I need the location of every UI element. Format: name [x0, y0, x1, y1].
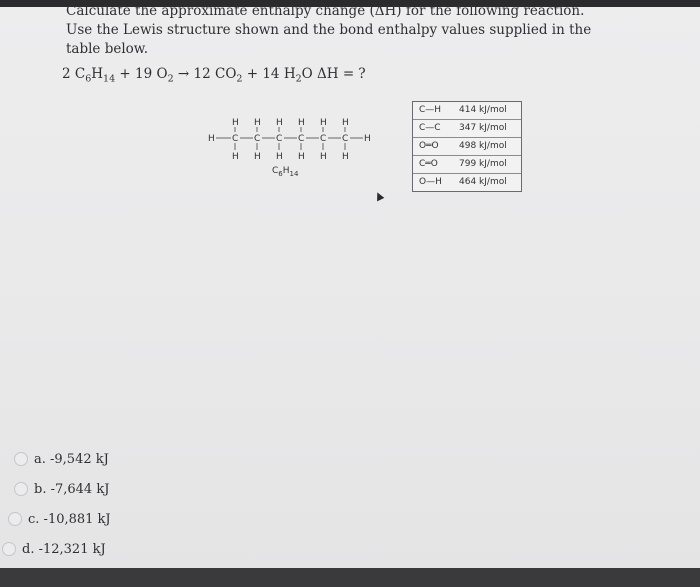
answer-option-a[interactable]	[14, 450, 109, 468]
eq-sub: 2	[295, 73, 302, 85]
reaction-equation	[62, 66, 366, 85]
svg-text:H: H	[208, 134, 215, 144]
svg-text:H: H	[254, 118, 261, 128]
svg-text:C: C	[232, 134, 239, 144]
bond-row	[413, 156, 521, 174]
bond-enthalpy-table	[412, 101, 522, 192]
svg-text:H: H	[298, 118, 305, 128]
eq-part: H	[91, 66, 104, 82]
radio-button[interactable]	[14, 482, 28, 496]
svg-text:H: H	[232, 152, 239, 162]
svg-text:H: H	[320, 118, 327, 128]
eq-part: 2 C	[62, 66, 86, 82]
mouse-cursor-icon	[374, 191, 385, 202]
bond-row	[413, 174, 521, 191]
answer-option-d[interactable]	[2, 540, 106, 558]
svg-text:H: H	[342, 118, 349, 128]
bond-name: O—H	[419, 177, 442, 187]
formula-part: H	[282, 166, 290, 176]
question-line-2: Use the Lewis structure shown and the bond enthalpy values supplied in the	[66, 22, 592, 38]
formula-sub: 14	[289, 169, 299, 178]
radio-button[interactable]	[14, 452, 28, 466]
svg-text:C: C	[254, 134, 261, 144]
bond-name: O═O	[419, 141, 439, 151]
bond-value: 464 kJ/mol	[459, 177, 507, 187]
radio-button[interactable]	[8, 512, 22, 526]
svg-text:H: H	[298, 152, 305, 162]
svg-text:C: C	[276, 134, 283, 144]
eq-part: + 19 O	[115, 66, 168, 82]
answer-option-b[interactable]	[14, 480, 109, 498]
svg-text:H: H	[276, 118, 283, 128]
bond-value: 799 kJ/mol	[459, 159, 507, 169]
eq-sub: 2	[167, 73, 174, 85]
svg-text:C: C	[342, 134, 349, 144]
svg-text:H: H	[320, 152, 327, 162]
eq-sub: 2	[236, 73, 243, 85]
answer-option-c[interactable]	[8, 510, 111, 528]
eq-sub: 6	[85, 73, 92, 85]
bond-row	[413, 120, 521, 138]
svg-text:H: H	[232, 118, 239, 128]
svg-text:H: H	[364, 134, 371, 144]
eq-arrow: →	[173, 66, 194, 82]
lewis-formula-label	[272, 166, 298, 178]
answer-label: a. -9,542 kJ	[34, 451, 109, 467]
bond-value: 498 kJ/mol	[459, 141, 507, 151]
eq-part: + 14 H	[242, 66, 296, 82]
eq-sub: 14	[103, 73, 116, 85]
eq-part: 12 CO	[193, 66, 237, 82]
bottom-bar	[0, 568, 700, 587]
eq-part: O ΔH = ?	[301, 66, 366, 82]
question-line-1: Calculate the approximate enthalpy change (ΔH) for the following reaction.	[66, 3, 585, 19]
bond-row	[413, 138, 521, 156]
bond-name: C—H	[419, 105, 442, 115]
svg-text:H: H	[254, 152, 261, 162]
svg-text:H: H	[342, 152, 349, 162]
question-text	[66, 2, 666, 59]
bond-name: C—C	[419, 123, 441, 133]
answer-label: c. -10,881 kJ	[28, 511, 111, 527]
formula-sub: 6	[278, 169, 283, 178]
svg-text:C: C	[298, 134, 305, 144]
bond-row	[413, 102, 521, 120]
answer-label: b. -7,644 kJ	[34, 481, 110, 497]
bond-name: C═O	[419, 159, 438, 169]
radio-button[interactable]	[2, 542, 16, 556]
svg-text:C: C	[320, 134, 327, 144]
svg-text:H: H	[276, 152, 283, 162]
question-line-3: table below.	[66, 41, 149, 57]
bond-value: 414 kJ/mol	[459, 105, 507, 115]
bond-value: 347 kJ/mol	[459, 123, 507, 133]
formula-part: C	[272, 166, 279, 176]
answer-label: d. -12,321 kJ	[22, 541, 106, 557]
lewis-structure-diagram	[204, 113, 374, 173]
